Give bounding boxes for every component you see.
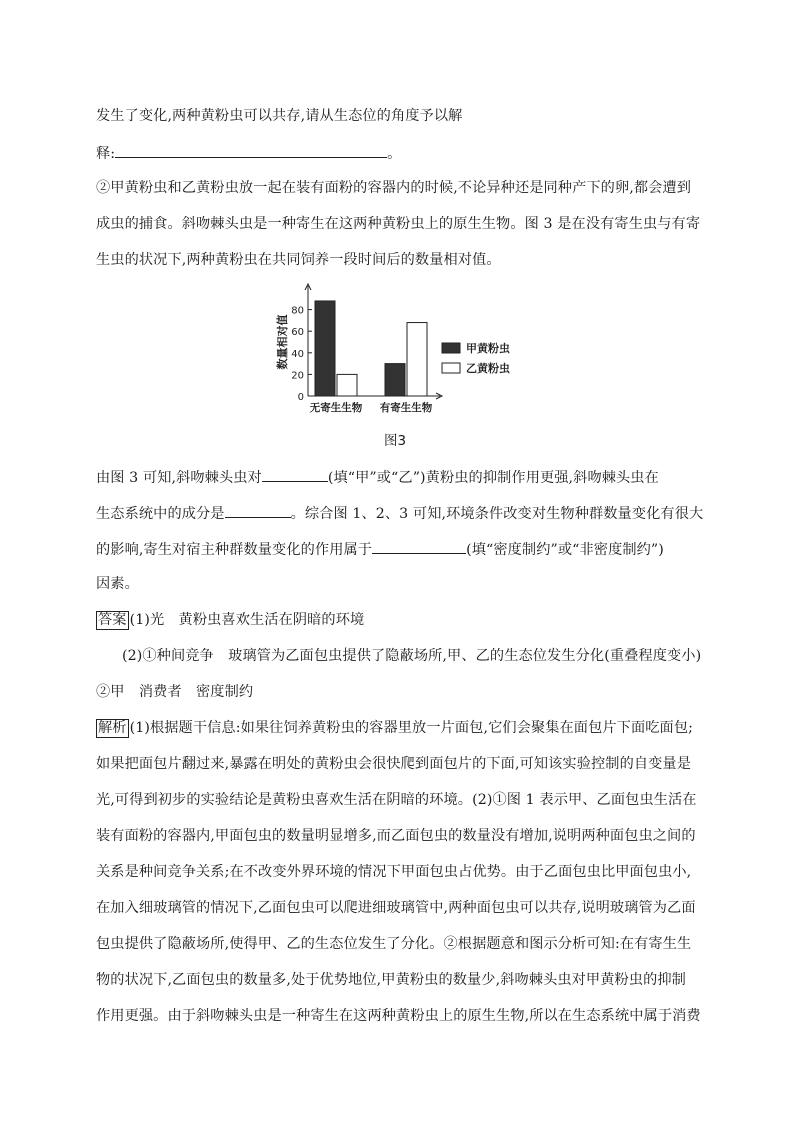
question-text: 发生了变化,两种黄粉虫可以共存,请从生态位的角度予以解 [96,108,463,124]
analysis-text: 在加入细玻璃管的情况下,乙面包虫可以爬进细玻璃管中,两种面包虫可以共存,说明玻璃管为乙面 [96,900,696,916]
analysis-text: 物的状况下,乙面包虫的数量多,处于优势地位,甲黄粉虫的数量少,斜吻棘头虫对甲黄粉虫的抑制 [96,972,686,988]
bar-chart [268,282,538,422]
question-line [96,142,716,164]
analysis-tag: 解析 [98,720,127,736]
question-line [96,538,716,560]
x-tick-label: 无寄生生物 [309,402,363,414]
question-line [96,574,716,594]
question-line [96,178,716,198]
answer-blank[interactable] [115,142,387,158]
question-line [96,106,716,126]
question-text: 。 [387,146,402,162]
analysis-line [96,898,716,918]
analysis-line [96,754,716,774]
analysis-line [96,1006,716,1026]
answer-line [122,646,742,666]
analysis-text: 光,可得到初步的实验结论是黄粉虫喜欢生活在阴暗的环境。(2)①图 1 表示甲、乙面包虫生活在 [96,792,697,808]
legend-swatch [442,343,460,353]
bar [385,364,405,396]
bar [407,323,427,396]
question-line [96,502,716,524]
answer-blank[interactable] [225,502,291,518]
y-tick-label: 40 [291,348,304,360]
legend-swatch [442,363,460,373]
question-line [96,250,716,270]
bar [315,301,335,396]
question-text: 生虫的状况下,两种黄粉虫在共同饲养一段时间后的数量相对值。 [96,252,501,268]
y-tick-label: 20 [291,370,304,382]
question-text: 生态系统中的成分是 [96,506,225,522]
question-text: (填“密度制约”或“非密度制约”) [466,542,664,558]
question-text: 因素。 [96,576,139,592]
answer-blank[interactable] [262,466,328,482]
analysis-text: 关系是种间竞争关系;在不改变外界环境的情况下甲面包虫占优势。由于乙面包虫比甲面包虫小, [96,864,692,880]
analysis-text: 如果把面包片翻过来,暴露在明处的黄粉虫会很快爬到面包片的下面,可知该实验控制的自变量是 [96,756,692,772]
analysis-line [96,826,716,846]
answer-line [96,610,716,630]
analysis-text: 作用更强。由于斜吻棘头虫是一种寄生在这两种黄粉虫上的原生生物,所以在生态系统中属于消费 [96,1008,701,1024]
legend-label: 乙黄粉虫 [466,362,510,375]
legend-label: 甲黄粉虫 [466,342,510,355]
analysis-line [96,934,716,954]
answer-text: ②甲 消费者 密度制约 [96,684,254,700]
question-text: 成虫的捕食。斜吻棘头虫是一种寄生在这两种黄粉虫上的原生生物。图 3 是在没有寄生虫与有寄 [96,216,701,232]
y-tick-label: 80 [291,305,304,317]
y-tick-label: 0 [297,392,304,403]
analysis-line [96,718,716,738]
answer-text: (2)①种间竞争 玻璃管为乙面包虫提供了隐蔽场所,甲、乙的生态位发生分化(重叠程度变小) [122,648,702,664]
question-text: (填“甲”或“乙”)黄粉虫的抑制作用更强,斜吻棘头虫在 [327,470,659,486]
question-line [96,466,716,488]
bar [337,374,357,396]
analysis-text: (1)根据题干信息:如果往饲养黄粉虫的容器里放一片面包,它们会聚集在面包片下面吃面包; [129,720,693,736]
x-tick-label: 有寄生生物 [379,402,433,414]
question-text: 。综合图 1、2、3 可知,环境条件改变对生物种群数量变化有很大 [290,506,704,522]
question-text: ②甲黄粉虫和乙黄粉虫放一起在装有面粉的容器内的时候,不论异种还是同种产下的卵,都会遭到 [96,180,692,196]
analysis-line [96,970,716,990]
answer-text: (1)光 黄粉虫喜欢生活在阴暗的环境 [129,612,365,628]
answer-blank[interactable] [372,538,466,554]
analysis-line [96,790,716,810]
analysis-line [96,862,716,882]
y-axis-label: 数量相对值 [276,314,289,370]
figure-caption: 图3 [384,433,407,449]
question-text: 由图 3 可知,斜吻棘头虫对 [96,470,262,486]
answer-line [96,682,716,702]
analysis-text: 装有面粉的容器内,甲面包虫的数量明显增多,而乙面包虫的数量没有增加,说明两种面包虫之间的 [96,828,696,844]
analysis-text: 包虫提供了隐蔽场所,使得甲、乙的生态位发生了分化。②根据题意和图示分析可知:在有寄生生 [96,936,692,952]
answer-tag: 答案 [98,612,127,628]
question-text: 的影响,寄生对宿主种群数量变化的作用属于 [96,542,373,558]
question-line [96,214,716,234]
question-text: 释: [96,146,116,162]
y-tick-label: 60 [291,327,304,339]
